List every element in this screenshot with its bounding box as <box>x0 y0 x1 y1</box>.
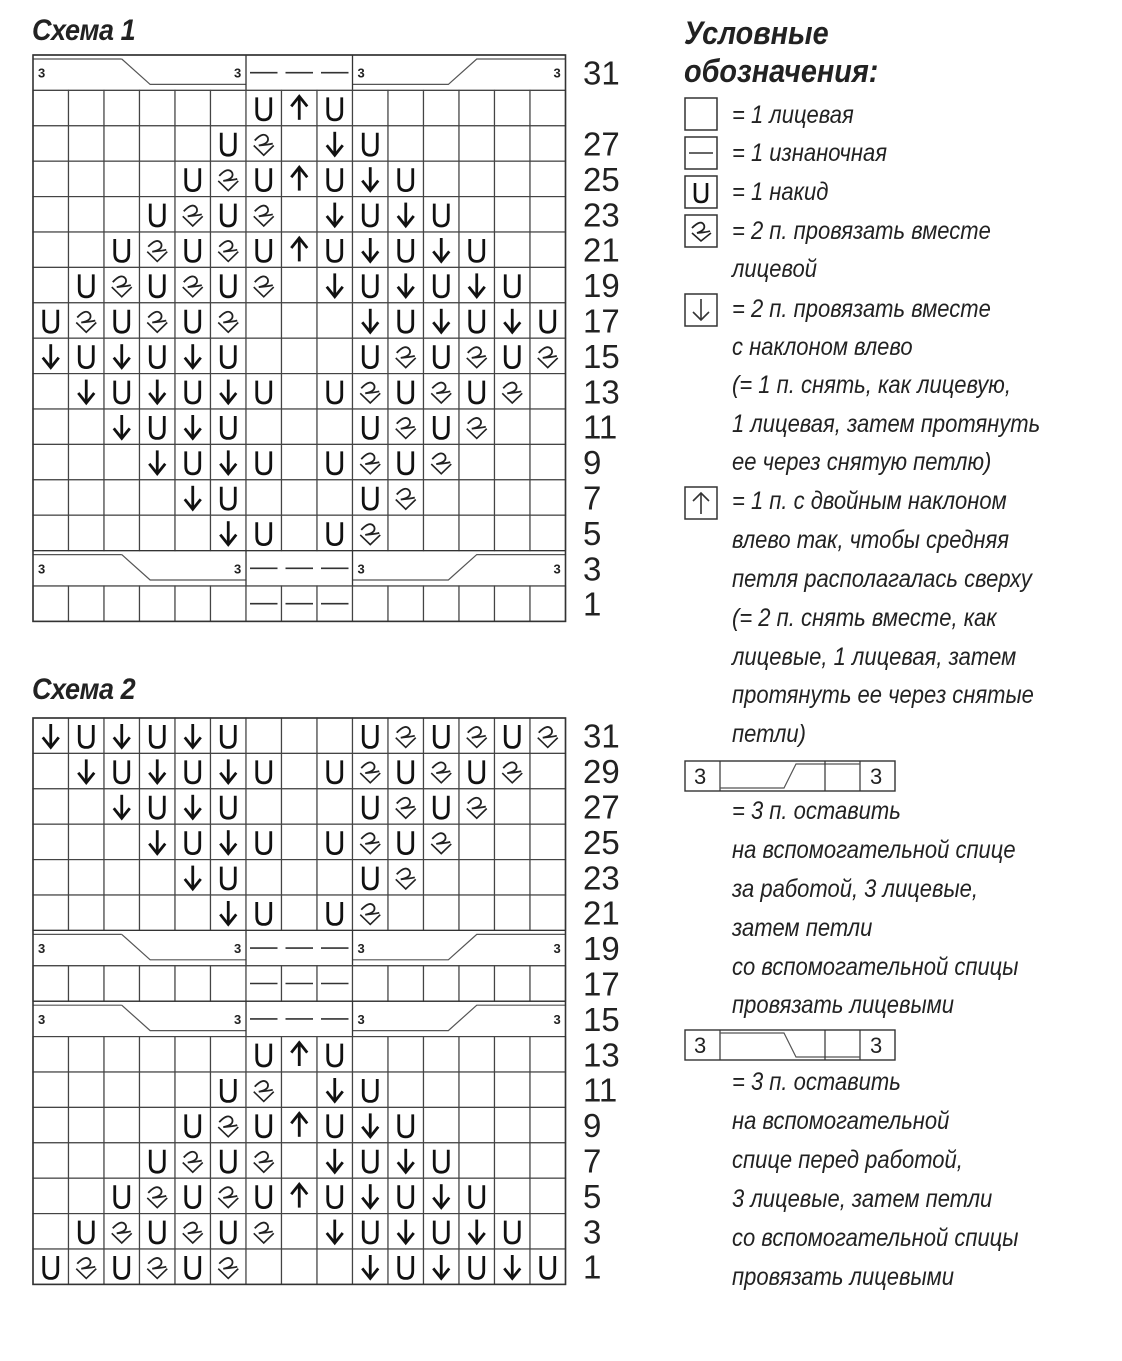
chart-cell <box>495 1107 531 1142</box>
chart-cell <box>530 1214 566 1249</box>
chart-cell <box>459 1072 495 1107</box>
chart-cell <box>282 1072 318 1107</box>
row-number: 21 <box>583 231 620 269</box>
chart-cell <box>246 789 282 824</box>
row-number: 19 <box>583 267 620 305</box>
chart-cell <box>104 824 140 859</box>
chart-cell <box>495 824 531 859</box>
chart-cell <box>140 966 176 1001</box>
legend-title-1: Условные <box>684 15 829 51</box>
legend-cable-front-4: 3 лицевые, затем петли <box>732 1185 993 1213</box>
row-number: 27 <box>583 788 620 826</box>
legend-cable-front-6: провязать лицевыми <box>732 1263 955 1291</box>
legend-cable-back-5: со вспомогательной спицы <box>732 953 1019 981</box>
chart-cell <box>459 966 495 1001</box>
cable-count-label: 3 <box>38 561 46 577</box>
svg-text:3: 3 <box>870 1033 883 1058</box>
legend-cdd-2: влево так, чтобы средняя <box>732 526 1010 554</box>
cable-count-label: 3 <box>234 1011 242 1027</box>
legend-cable-back-4: затем петли <box>732 914 873 942</box>
chart-cell <box>282 824 318 859</box>
chart-cell <box>495 1037 531 1072</box>
legend-ssk-4: 1 лицевая, затем протянуть <box>732 410 1041 438</box>
chart-cell <box>530 753 566 788</box>
chart-cell <box>33 1037 69 1072</box>
row-number: 7 <box>583 479 602 517</box>
row-number: 13 <box>583 373 620 411</box>
row-number: 13 <box>583 1036 620 1074</box>
chart-cell <box>282 1249 318 1284</box>
chart-cell <box>495 789 531 824</box>
row-number: 9 <box>583 1107 602 1145</box>
svg-text:3: 3 <box>694 764 707 789</box>
row-number: 27 <box>583 125 620 163</box>
cable-count-label: 3 <box>234 65 242 81</box>
chart-cell <box>246 1249 282 1284</box>
chart-cell <box>69 1072 105 1107</box>
legend-ssk-1: = 2 п. провязать вместе <box>732 295 991 323</box>
chart-cell <box>211 1037 247 1072</box>
row-number: 25 <box>583 160 620 198</box>
chart-cell <box>495 1143 531 1178</box>
cable-count-label: 3 <box>357 941 365 957</box>
chart-cell <box>424 1107 460 1142</box>
chart-cell <box>459 1037 495 1072</box>
chart-cell <box>459 860 495 895</box>
chart-cell <box>459 824 495 859</box>
chart-cell <box>424 860 460 895</box>
chart-cell <box>104 860 140 895</box>
chart-cell <box>69 966 105 1001</box>
row-number: 15 <box>583 337 620 375</box>
chart-cell <box>104 895 140 930</box>
row-number: 15 <box>583 1000 620 1038</box>
chart-cell <box>424 1037 460 1072</box>
cable-count-label: 3 <box>234 561 242 577</box>
legend-ssk-3: (= 1 п. снять, как лицевую, <box>732 371 1011 399</box>
chart-cell <box>69 1037 105 1072</box>
cable-count-label: 3 <box>234 941 242 957</box>
chart-cell <box>530 1037 566 1072</box>
chart-cell <box>104 1037 140 1072</box>
row-number: 21 <box>583 894 620 932</box>
k2tog-symbol <box>684 214 718 248</box>
legend-cdd-1: = 1 п. с двойным наклоном <box>732 487 1007 515</box>
row-number: 25 <box>583 823 620 861</box>
chart-cell <box>33 1178 69 1213</box>
chart-cell <box>282 895 318 930</box>
chart-cell <box>317 789 353 824</box>
chart-cell <box>353 966 389 1001</box>
cable-count-label: 3 <box>553 941 561 957</box>
chart-cell <box>388 895 424 930</box>
chart-cell <box>33 824 69 859</box>
chart-cell <box>353 1037 389 1072</box>
legend-cdd-4: (= 2 п. снять вместе, как <box>732 604 997 632</box>
chart-cell <box>175 1072 211 1107</box>
row-number: 29 <box>583 753 620 791</box>
chart-cell <box>424 966 460 1001</box>
purl-symbol <box>684 136 718 170</box>
svg-text:3: 3 <box>870 764 883 789</box>
cable-count-label: 3 <box>553 1011 561 1027</box>
chart-cell <box>33 1143 69 1178</box>
row-number: 31 <box>583 717 620 755</box>
legend-k2tog-1: = 2 п. провязать вместе <box>732 217 991 245</box>
chart-cell <box>495 966 531 1001</box>
chart-cell <box>69 824 105 859</box>
chart-cell <box>33 1214 69 1249</box>
chart-cell <box>424 895 460 930</box>
chart-cell <box>104 966 140 1001</box>
chart-cell <box>104 1143 140 1178</box>
row-number: 7 <box>583 1142 602 1180</box>
row-number: 1 <box>583 1248 602 1286</box>
legend-ssk-5: ее через снятую петлю) <box>732 448 992 476</box>
chart-cell <box>33 789 69 824</box>
chart-cell <box>69 1143 105 1178</box>
cable-count-label: 3 <box>357 65 365 81</box>
cable-count-label: 3 <box>357 1011 365 1027</box>
row-number: 11 <box>583 408 618 446</box>
row-number: 1 <box>583 585 602 623</box>
chart-cell <box>69 1178 105 1213</box>
row-number: 5 <box>583 514 602 552</box>
row-number: 3 <box>583 550 602 588</box>
cable-row <box>33 1001 566 1036</box>
legend-cable-back-6: провязать лицевыми <box>732 991 955 1019</box>
chart-cell <box>530 824 566 859</box>
chart-cell <box>175 966 211 1001</box>
chart-cell <box>530 895 566 930</box>
legend-cable-front-3: спице перед работой, <box>732 1146 963 1174</box>
chart-cell <box>69 895 105 930</box>
chart-cell <box>495 1072 531 1107</box>
legend-knit: = 1 лицевая <box>732 101 854 129</box>
row-number: 23 <box>583 859 620 897</box>
svg-text:3: 3 <box>694 1033 707 1058</box>
ssk-symbol <box>684 293 718 327</box>
chart-cell <box>140 1072 176 1107</box>
cable-count-label: 3 <box>38 941 46 957</box>
knit-symbol <box>684 97 718 131</box>
double-decrease-symbol <box>684 486 718 520</box>
chart-cell <box>140 895 176 930</box>
chart-cell <box>530 789 566 824</box>
row-number: 11 <box>583 1071 618 1109</box>
row-number: 31 <box>583 54 620 92</box>
scheme1-title: Схема 1 <box>32 14 136 47</box>
chart-cell <box>459 1107 495 1142</box>
cable-front-symbol <box>684 1028 896 1062</box>
chart-cell <box>33 753 69 788</box>
chart-cell <box>317 1249 353 1284</box>
row-number: 9 <box>583 444 602 482</box>
chart-cell <box>104 1107 140 1142</box>
legend-ssk-2: с наклоном влево <box>732 333 913 361</box>
chart-cell <box>495 860 531 895</box>
cable-back-symbol <box>684 759 896 793</box>
chart-cell <box>282 718 318 753</box>
chart-cell <box>246 860 282 895</box>
chart-cell <box>317 860 353 895</box>
chart-cell <box>33 895 69 930</box>
legend-cable-back-1: = 3 п. оставить <box>732 797 901 825</box>
yarn-over-symbol <box>684 175 718 209</box>
chart-cell <box>459 895 495 930</box>
cable-row <box>33 930 566 965</box>
row-number: 17 <box>583 302 620 340</box>
cable-count-label: 3 <box>553 561 561 577</box>
chart-cell <box>33 860 69 895</box>
row-number: 23 <box>583 196 620 234</box>
cable-count-label: 3 <box>38 65 46 81</box>
legend-cable-front-5: со вспомогательной спицы <box>732 1224 1019 1252</box>
legend-cable-back-2: на вспомогательной спице <box>732 836 1016 864</box>
chart-cell <box>282 753 318 788</box>
chart-cell <box>282 1214 318 1249</box>
row-number: 19 <box>583 930 620 968</box>
chart-cell <box>140 1037 176 1072</box>
chart-cell <box>530 1143 566 1178</box>
chart-cell <box>211 966 247 1001</box>
legend-yarn-over: = 1 накид <box>732 178 829 206</box>
chart-cell <box>495 895 531 930</box>
chart-cell <box>530 1107 566 1142</box>
chart-cell <box>140 860 176 895</box>
chart-cell <box>530 1072 566 1107</box>
chart-cell <box>388 966 424 1001</box>
scheme2-title: Схема 2 <box>32 673 136 706</box>
legend-purl: = 1 изнаночная <box>732 139 887 167</box>
chart-cell <box>282 1143 318 1178</box>
cable-count-label: 3 <box>553 65 561 81</box>
legend-cable-front-2: на вспомогательной <box>732 1107 950 1135</box>
chart-cell <box>175 895 211 930</box>
row-number: 17 <box>583 965 620 1003</box>
chart-cell <box>33 966 69 1001</box>
chart-cell <box>282 789 318 824</box>
chart-cell <box>33 1072 69 1107</box>
chart-cell <box>530 966 566 1001</box>
chart-cell <box>530 1178 566 1213</box>
chart-cell <box>530 860 566 895</box>
chart-cell <box>69 1107 105 1142</box>
row-number: 3 <box>583 1213 602 1251</box>
legend-cdd-7: петли) <box>732 720 806 748</box>
legend-k2tog-2: лицевой <box>732 255 817 283</box>
chart-cell <box>140 1107 176 1142</box>
chart-cell <box>175 1037 211 1072</box>
legend-cdd-5: лицевые, 1 лицевая, затем <box>732 643 1017 671</box>
chart-cell <box>69 860 105 895</box>
legend-cable-back-3: за работой, 3 лицевые, <box>732 875 979 903</box>
chart-cell <box>495 1178 531 1213</box>
cable-count-label: 3 <box>357 561 365 577</box>
chart-cell <box>104 1072 140 1107</box>
chart-cell <box>282 860 318 895</box>
legend-cdd-3: петля располагалась сверху <box>732 565 1032 593</box>
chart-cell <box>33 1107 69 1142</box>
chart-cell <box>388 1072 424 1107</box>
chart-cell <box>69 789 105 824</box>
legend-title-2: обозначения: <box>684 53 879 89</box>
legend-cdd-6: протянуть ее через снятые <box>732 681 1034 709</box>
row-number: 5 <box>583 1177 602 1215</box>
chart-cell <box>459 1143 495 1178</box>
cable-count-label: 3 <box>38 1011 46 1027</box>
chart-cell <box>317 718 353 753</box>
chart-cell <box>424 1072 460 1107</box>
chart-cell <box>246 718 282 753</box>
legend-cable-front-1: = 3 п. оставить <box>732 1068 901 1096</box>
chart-cell <box>388 1037 424 1072</box>
